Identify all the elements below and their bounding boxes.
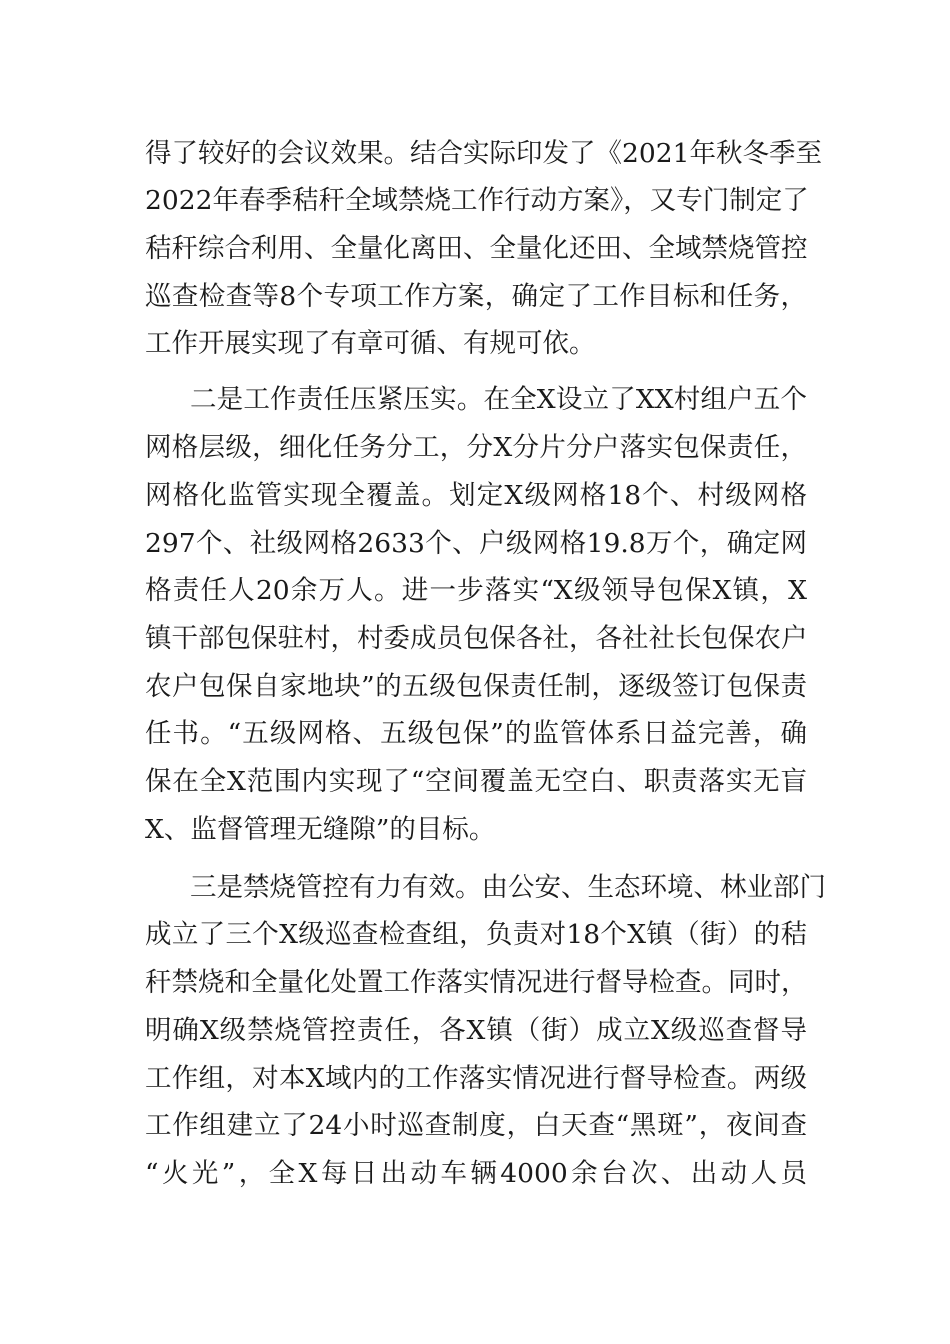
text-line: 秸秆综合利用、全量化离田、全量化还田、全域禁烧管控: [145, 233, 808, 264]
text-line: 工作开展实现了有章可循、有规可依。: [145, 328, 596, 359]
text-line: 任书。“五级网格、五级包保”的监管体系日益完善，确: [145, 718, 807, 749]
text-line: 297个、社级网格2633个、户级网格19.8万个，确定网: [145, 528, 807, 559]
text-line: 格责任人20余万人。进一步落实“X级领导包保X镇，X: [145, 575, 807, 606]
text-line: 农户包保自家地块”的五级包保责任制，逐级签订包保责: [145, 671, 807, 702]
text-line: 保在全X范围内实现了“空间覆盖无空白、职责落实无盲: [145, 766, 807, 797]
text-line: 巡查检查等8个专项工作方案，确定了工作目标和任务，: [145, 281, 807, 312]
text-line: 镇干部包保驻村，村委成员包保各社，各社社长包保农户: [145, 623, 808, 654]
text-line: 成立了三个X级巡查检查组，负责对18个X镇（街）的秸: [145, 919, 807, 950]
text-line: 2022年春季秸秆全域禁烧工作行动方案》，又专门制定了: [145, 185, 809, 216]
text-line: “火光”，全X每日出动车辆4000余台次、出动人员: [145, 1158, 807, 1189]
text-line: 网格化监管实现全覆盖。划定X级网格18个、村级网格: [145, 480, 807, 511]
paragraph-start-line: 二是工作责任压紧压实。在全X设立了XX村组户五个: [190, 384, 807, 415]
text-line: 工作组建立了24小时巡查制度，白天查“黑斑”，夜间查: [145, 1110, 807, 1141]
text-line: 工作组，对本X域内的工作落实情况进行督导检查。两级: [145, 1063, 807, 1094]
text-line: 秆禁烧和全量化处置工作落实情况进行督导检查。同时，: [145, 967, 808, 998]
paragraph-start-line: 三是禁烧管控有力有效。由公安、生态环境、林业部门: [190, 872, 826, 903]
text-line: 得了较好的会议效果。结合实际印发了《2021年秋冬季至: [145, 138, 822, 169]
text-line: 明确X级禁烧管控责任，各X镇（街）成立X级巡查督导: [145, 1015, 807, 1046]
text-line: X、监督管理无缝隙”的目标。: [145, 814, 496, 845]
text-line: 网格层级，细化任务分工，分X分片分户落实包保责任，: [145, 432, 807, 463]
